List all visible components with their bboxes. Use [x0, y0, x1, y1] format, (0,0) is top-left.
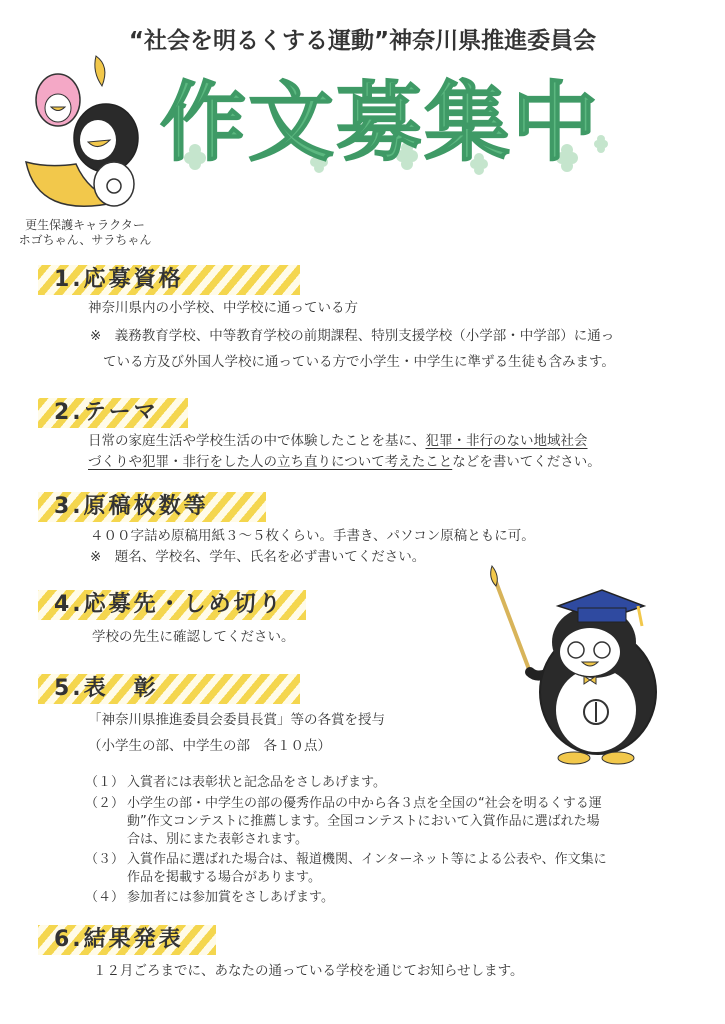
- mascot-penguin-pointer-illustration: [478, 562, 678, 767]
- section-title: 4.応募先・しめ切り: [54, 592, 284, 617]
- theme-line-1-underlined: 犯罪・非行のない地域社会: [425, 433, 588, 449]
- note-number: （１）: [85, 775, 125, 790]
- note-text: 入賞者には表彰状と記念品をさしあげます。: [127, 775, 386, 790]
- section-heading-theme: [38, 398, 188, 428]
- manuscript-note: ※ 題名、学校名、学年、氏名を必ず書いてください。: [90, 549, 426, 565]
- theme-line-2-text: などを書いてください。: [452, 454, 601, 470]
- eligibility-note-line-1: ※ 義務教育学校、中等教育学校の前期課程、特別支援学校（小学部・中学部）に通っ: [90, 328, 615, 344]
- note-text: 小学生の部・中学生の部の優秀作品の中から各３点を全国の“社会を明るくする運: [127, 796, 602, 811]
- note-number: （２）: [85, 796, 125, 811]
- results-text: １２月ごろまでに、あなたの通っている学校を通じてお知らせします。: [93, 963, 524, 979]
- awards-note-2-line-3: 合は、別にまた表彰されます。: [127, 832, 308, 847]
- eligibility-text: 神奈川県内の小学校、中学校に通っている方: [88, 300, 358, 316]
- mascot-caption-line-1: 更生保護キャラクター: [25, 218, 145, 232]
- mascot-caption: [10, 218, 160, 248]
- note-text: 入賞作品に選ばれた場合は、報道機関、インターネット等による公表や、作文集に: [127, 852, 607, 867]
- theme-line-2-underlined: づくりや犯罪・非行をした人の立ち直りについて考えたこと: [88, 454, 453, 470]
- awards-note-3-line-2: 作品を掲載する場合があります。: [127, 870, 321, 885]
- awards-note-1: [85, 774, 386, 791]
- section-title: 1.応募資格: [54, 267, 184, 292]
- submission-text: 学校の先生に確認してください。: [92, 629, 295, 645]
- section-title: 5.表 彰: [54, 676, 159, 701]
- theme-line-1-text: 日常の家庭生活や学校生活の中で体験したことを基に、: [88, 433, 426, 449]
- section-title: 6.結果発表: [54, 927, 184, 952]
- awards-note-2-line-2: 動”作文コンテストに推薦します。全国コンテストにおいて入賞作品に選ばれた場: [127, 814, 600, 829]
- theme-line-2: [88, 452, 601, 472]
- section-heading-awards: [38, 674, 300, 704]
- manuscript-text: ４００字詰め原稿用紙３～５枚くらい。手書き、パソコン原稿ともに可。: [90, 528, 535, 544]
- section-heading-submission: [38, 590, 306, 620]
- awards-note-4: [85, 889, 334, 906]
- theme-line-1: [88, 431, 588, 451]
- awards-note-2: [85, 795, 602, 812]
- section-title: 2.テーマ: [54, 400, 159, 425]
- note-number: （４）: [85, 890, 125, 905]
- organization-title: “社会を明るくする運動”神奈川県推進委員会: [128, 28, 597, 54]
- section-heading-eligibility: [38, 265, 300, 295]
- section-heading-manuscript: [38, 492, 266, 522]
- svg-text:作文募集中: 作文募集中: [160, 73, 600, 173]
- awards-count: （小学生の部、中学生の部 各１０点）: [88, 738, 331, 754]
- note-number: （３）: [85, 852, 125, 867]
- section-heading-results: [38, 925, 216, 955]
- eligibility-note-line-2: ている方及び外国人学校に通っている方で小学生・中学生に準ずる生徒も含みます。: [103, 354, 615, 370]
- main-title: [150, 66, 610, 176]
- awards-text: 「神奈川県推進委員会委員長賞」等の各賞を授与: [88, 712, 385, 728]
- mascot-hogo-sara-illustration: [18, 52, 148, 217]
- mascot-caption-line-2: ホゴちゃん、サラちゃん: [18, 233, 152, 247]
- section-title: 3.原稿枚数等: [54, 494, 209, 519]
- awards-note-3: [85, 851, 607, 868]
- note-text: 参加者には参加賞をさしあげます。: [127, 890, 334, 905]
